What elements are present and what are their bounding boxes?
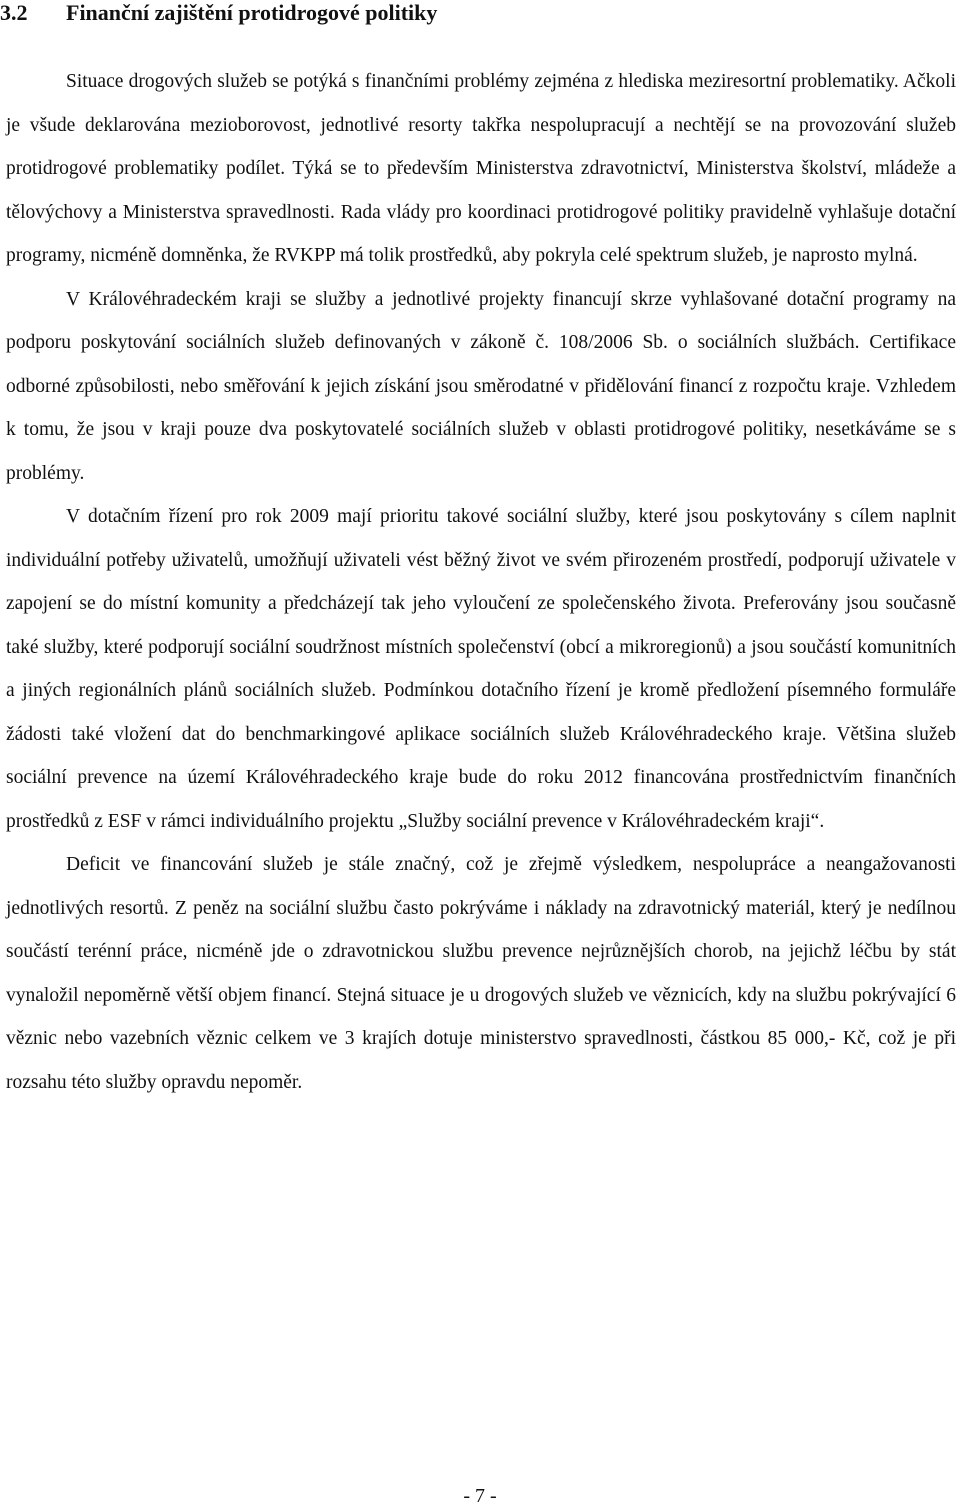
section-number: 3.2 xyxy=(0,0,28,25)
page-number: - 7 - xyxy=(463,1485,497,1507)
section-heading xyxy=(0,0,437,28)
section-title: Finanční zajištění protidrogové politiky xyxy=(66,0,438,25)
paragraph-drug-services-funding: Situace drogových služeb se potýká s finančními problémy zejména z hlediska meziresortní problematiky. Ačkoli je všude deklarována mezioborovost, jednotlivé resorty takřka nespolupracují a nechtějí se na provozování služeb protidrogové problematiky podílet. Týká se to především Ministerstva zdravotnictví, Ministerstva školství, mládeže a tělovýchovy a Ministerstva spravedlnosti. Rada vlády pro koordinaci protidrogové politiky pravidelně vyhlašuje dotační programy, nicméně domněnka, že RVKPP má tolik prostředků, aby pokryla celé spektrum služeb, je naprosto mylná. xyxy=(6,71,956,266)
paragraph-grant-priorities-2009: V dotačním řízení pro rok 2009 mají prioritu takové sociální služby, které jsou poskytovány s cílem naplnit individuální potřeby uživatelů, umožňují uživateli vést běžný život ve svém přirozeném prostředí, podporují uživatele v zapojení se do místní komunity a předcházejí tak jeho vyloučení ze společenského života. Preferovány jsou současně také služby, které podporují sociální soudržnost místních společenství (obcí a mikroregionů) a jsou součástí komunitních a jiných regionálních plánů sociálních služeb. Podmínkou dotačního řízení je kromě předložení písemného formuláře žádosti také vložení dat do benchmarkingové aplikace sociálních služeb Královéhradeckého kraje. Většina služeb sociální prevence na území Královéhradeckého kraje bude do roku 2012 financována prostřednictvím finančních prostředků z ESF v rámci individuálního projektu „Služby sociální prevence v Královéhradeckém kraji“. xyxy=(6,506,956,832)
paragraph-funding-deficit: Deficit ve financování služeb je stále značný, což je zřejmě výsledkem, nespolupráce a neangažovanosti jednotlivých resortů. Z peněz na sociální službu často pokrýváme i náklady na zdravotnický materiál, který je nedílnou součástí terénní práce, nicméně jde o zdravotnickou službu prevence nejrůznějších chorob, na jejichž léčbu by stát vynaložil nepoměrně větší objem financí. Stejná situace je u drogových služeb ve věznicích, kdy na službu pokrývající 6 věznic nebo vazebních věznic celkem ve 3 krajích dotuje ministerstvo spravedlnosti, částkou 85 000,- Kč, což je při rozsahu této služby opravdu nepoměr. xyxy=(6,854,956,1093)
body-text xyxy=(6,60,956,1104)
paragraph-regional-grants: V Královéhradeckém kraji se služby a jednotlivé projekty financují skrze vyhlašované dotační programy na podporu poskytování sociálních služeb definovaných v zákoně č. 108/2006 Sb. o sociálních službách. Certifikace odborné způsobilosti, nebo směřování k jejich získání jsou směrodatné v přidělování financí z rozpočtu kraje. Vzhledem k tomu, že jsou v kraji pouze dva poskytovatelé sociálních služeb v oblasti protidrogové politiky, nesetkáváme se s problémy. xyxy=(6,288,956,484)
